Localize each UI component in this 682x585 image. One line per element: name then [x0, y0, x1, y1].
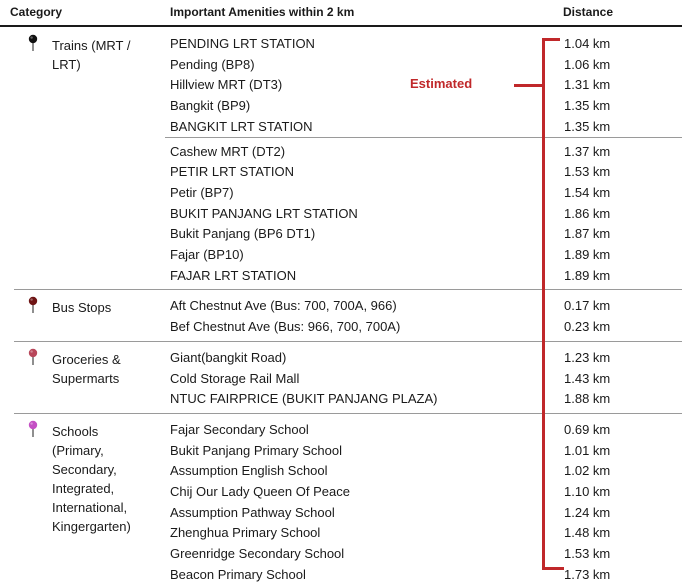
- table-row: [0, 182, 682, 203]
- amenity-name: Bukit Panjang (BP6 DT1): [170, 226, 316, 242]
- amenity-name: Pending (BP8): [170, 56, 255, 72]
- table-row: [0, 347, 682, 368]
- amenity-distance: 1.54 km: [564, 184, 611, 200]
- table-row: [0, 419, 682, 440]
- amenity-name: Zhenghua Primary School: [170, 525, 321, 541]
- subgroup-divider: [165, 137, 682, 138]
- header-amenities: Important Amenities within 2 km: [170, 5, 355, 19]
- header-rule: [0, 25, 682, 27]
- amenity-name: Aft Chestnut Ave (Bus: 700, 700A, 966): [170, 298, 397, 314]
- amenity-name: Bef Chestnut Ave (Bus: 966, 700, 700A): [170, 319, 401, 335]
- amenity-name: Assumption English School: [170, 463, 328, 479]
- amenity-distance: 1.88 km: [564, 391, 611, 407]
- header-category: Category: [10, 5, 63, 19]
- table-row: [0, 54, 682, 75]
- table-row: [0, 543, 682, 564]
- amenity-distance: 0.69 km: [564, 421, 611, 437]
- amenity-distance: 1.06 km: [564, 56, 611, 72]
- amenity-distance: 1.43 km: [564, 370, 611, 386]
- table-row: [0, 141, 682, 162]
- amenity-distance: 1.53 km: [564, 546, 611, 562]
- amenity-name: Giant(bangkit Road): [170, 349, 287, 365]
- amenity-distance: 0.23 km: [564, 319, 611, 335]
- table-row: [0, 116, 682, 137]
- table-row: [0, 244, 682, 265]
- table-row: [0, 265, 682, 286]
- amenity-distance: 1.53 km: [564, 164, 611, 180]
- group-divider: [14, 289, 682, 290]
- amenity-distance: 1.37 km: [564, 143, 611, 159]
- table-row: [0, 95, 682, 116]
- amenity-distance: 1.04 km: [564, 36, 611, 51]
- table-row: [0, 564, 682, 585]
- amenity-name: Cashew MRT (DT2): [170, 143, 286, 159]
- amenity-name: Petir (BP7): [170, 184, 234, 200]
- category-label: Groceries & Supermarts: [52, 351, 121, 386]
- group-divider: [14, 341, 682, 342]
- amenity-name: PENDING LRT STATION: [170, 36, 315, 51]
- table-row: [0, 440, 682, 461]
- amenity-name: NTUC FAIRPRICE (BUKIT PANJANG PLAZA): [170, 391, 438, 407]
- table-row: [0, 33, 682, 54]
- amenity-distance: 1.73 km: [564, 566, 611, 582]
- table-row: [0, 223, 682, 244]
- category-label: Bus Stops: [52, 300, 112, 316]
- table-row: [0, 316, 682, 337]
- group-divider: [14, 413, 682, 414]
- table-row: [0, 502, 682, 523]
- amenity-distance: 1.86 km: [564, 205, 611, 221]
- amenity-distance: 1.31 km: [564, 77, 611, 93]
- estimate-bracket-bottom-tick: [542, 567, 564, 570]
- amenity-name: BUKIT PANJANG LRT STATION: [170, 205, 358, 221]
- table-row: [0, 203, 682, 224]
- category-label: Trains (MRT / LRT): [52, 38, 131, 72]
- amenity-name: BANGKIT LRT STATION: [170, 118, 313, 134]
- amenity-distance: 1.35 km: [564, 118, 611, 134]
- amenity-distance: 1.01 km: [564, 442, 611, 458]
- category-label: Schools (Primary, Secondary, Integrated, International, Kingergarten): [52, 423, 131, 534]
- amenity-name: Beacon Primary School: [170, 566, 306, 582]
- table-row: [0, 481, 682, 502]
- estimate-bracket-top-tick: [542, 38, 560, 41]
- table-row: [0, 388, 682, 409]
- estimated-pointer-line: [514, 84, 544, 87]
- amenity-distance: 1.10 km: [564, 484, 611, 499]
- table-row: [0, 460, 682, 481]
- amenity-name: Greenridge Secondary School: [170, 546, 345, 562]
- amenity-distance: 1.48 km: [564, 525, 611, 541]
- table-row: [0, 522, 682, 543]
- table-row: [0, 161, 682, 182]
- amenity-distance: 1.87 km: [564, 226, 611, 242]
- table-row: [0, 368, 682, 389]
- amenity-name: FAJAR LRT STATION: [170, 267, 297, 283]
- amenity-name: Assumption Pathway School: [170, 504, 335, 520]
- amenity-name: Cold Storage Rail Mall: [170, 370, 300, 386]
- amenity-name: Chij Our Lady Queen Of Peace: [170, 484, 350, 499]
- amenity-distance: 0.17 km: [564, 298, 611, 314]
- amenity-name: Fajar Secondary School: [170, 421, 309, 437]
- amenity-name: Fajar (BP10): [170, 247, 244, 262]
- amenity-distance: 1.02 km: [564, 463, 611, 479]
- amenity-distance: 1.24 km: [564, 504, 611, 520]
- amenity-distance: 1.89 km: [564, 247, 611, 262]
- amenity-distance: 1.89 km: [564, 267, 611, 283]
- table-row: [0, 74, 682, 95]
- amenity-name: Hillview MRT (DT3): [170, 77, 283, 93]
- table-row: [0, 295, 682, 316]
- header-distance: Distance: [563, 5, 614, 19]
- amenity-name: PETIR LRT STATION: [170, 164, 295, 180]
- amenity-distance: 1.35 km: [564, 98, 611, 114]
- amenity-distance: 1.23 km: [564, 349, 611, 365]
- amenity-name: Bukit Panjang Primary School: [170, 442, 342, 458]
- amenity-name: Bangkit (BP9): [170, 98, 251, 114]
- estimated-annotation: Estimated: [410, 76, 473, 91]
- estimate-bracket: [542, 38, 550, 570]
